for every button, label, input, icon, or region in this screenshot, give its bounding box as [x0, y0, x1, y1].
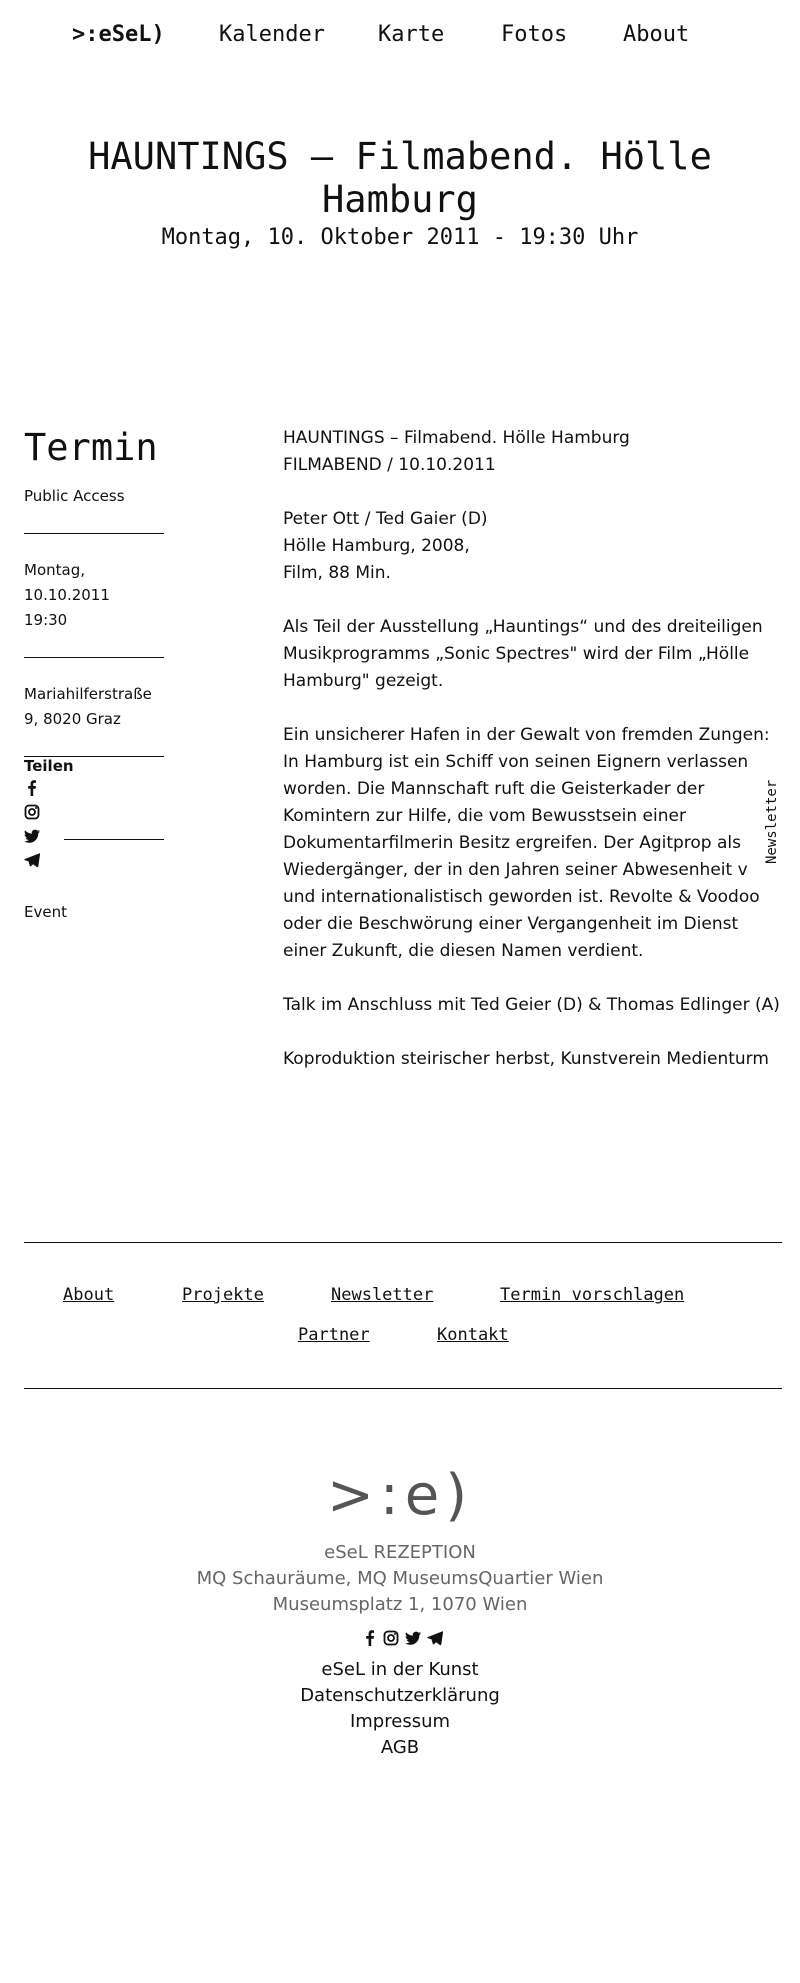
event-date-time: 19:30	[24, 611, 68, 629]
twitter-icon[interactable]	[24, 828, 40, 844]
talk-paragraph: Talk im Anschluss mit Ted Geier (D) & Thomas Edlinger (A)	[283, 995, 780, 1015]
event-description	[283, 425, 783, 1100]
event-date-day: Montag, 10.10.2011	[24, 561, 110, 604]
footer-bottom-divider	[24, 1388, 782, 1389]
share-divider	[64, 839, 164, 840]
share-icons	[24, 780, 54, 876]
nav-item-about[interactable]: About	[623, 22, 690, 47]
sidebar-divider	[24, 657, 164, 658]
coproduction-paragraph: Koproduktion steirischer herbst, Kunstverein Medienturm	[283, 1049, 769, 1069]
film-length: Film, 88 Min.	[283, 563, 391, 583]
footer-link-agb[interactable]: AGB	[380, 1737, 420, 1758]
facebook-icon[interactable]	[24, 780, 40, 796]
facebook-icon[interactable]	[362, 1630, 378, 1646]
footer-link-esel-in-der-kunst[interactable]: eSeL in der Kunst	[321, 1659, 479, 1680]
nav-item-karte[interactable]: Karte	[378, 22, 445, 47]
footer-social-icons	[362, 1630, 442, 1648]
footer-logo: >:e)	[326, 1463, 474, 1528]
footer-link-kontakt[interactable]: Kontakt	[437, 1325, 509, 1345]
access-label: Public Access	[24, 487, 125, 505]
footer-link-partner[interactable]: Partner	[298, 1325, 370, 1345]
footer-link-termin-vorschlagen[interactable]: Termin vorschlagen	[500, 1285, 685, 1305]
footer-org-name: eSeL REZEPTION	[324, 1542, 476, 1563]
sidebar-title: Termin	[24, 426, 158, 469]
event-address[interactable]	[24, 682, 164, 732]
film-title-year: Hölle Hamburg, 2008,	[283, 536, 470, 556]
instagram-icon[interactable]	[24, 804, 40, 820]
event-heading-type: FILMABEND / 10.10.2011	[283, 455, 496, 475]
footer-link-projekte[interactable]: Projekte	[182, 1285, 264, 1305]
page-title: HAUNTINGS – Filmabend. Hölle Hamburg	[88, 135, 712, 221]
film-directors: Peter Ott / Ted Gaier (D)	[283, 509, 488, 529]
footer-top-divider	[24, 1242, 782, 1243]
sidebar-divider	[24, 533, 164, 534]
synopsis-paragraph: Ein unsicherer Hafen in der Gewalt von fremden Zungen: In Hamburg ist ein Schiff von seinen Eignern verlassen worden. Die Mannschaft ruft die Geisterkader der Komintern zur Hilfe, die vom Bewusstsein einer Dokumentarfilmerin Besitz ergreifen. Der Agitprop als Wiedergänger, der in den Jahren seiner Abwesenheit v und internationalistisch geworden ist. Revolte & Voodoo oder die Beschwörung einer Vergangenheit im Dienst einer Zukunft, die diesen Namen verdient.	[283, 725, 770, 961]
footer-link-datenschutz[interactable]: Datenschutzerklärung	[300, 1685, 500, 1706]
address-city: 9, 8020 Graz	[24, 710, 121, 728]
event-sidebar	[24, 420, 164, 757]
nav-item-fotos[interactable]: Fotos	[501, 22, 568, 47]
event-date	[24, 558, 164, 633]
footer-street: Museumsplatz 1, 1070 Wien	[272, 1594, 528, 1615]
footer-link-about[interactable]: About	[63, 1285, 115, 1305]
footer-link-impressum[interactable]: Impressum	[349, 1711, 451, 1732]
nav-item-kalender[interactable]: Kalender	[219, 22, 325, 47]
brand-logo-link[interactable]: >:eSeL)	[72, 22, 165, 47]
share-label: Teilen	[24, 757, 74, 775]
telegram-icon[interactable]	[24, 852, 40, 868]
twitter-icon[interactable]	[405, 1630, 421, 1646]
newsletter-side-tab-label: Newsletter	[764, 779, 780, 864]
intro-paragraph: Als Teil der Ausstellung „Hauntings“ und des dreiteiligen Musikprogramms „Sonic Spectres" wird der Film „Hölle Hamburg" gezeigt.	[283, 617, 763, 691]
event-heading-title: HAUNTINGS – Filmabend. Hölle Hamburg	[283, 428, 630, 448]
event-category: Event	[24, 903, 67, 921]
footer-links	[0, 1657, 800, 1761]
footer-venue: MQ Schauräume, MQ MuseumsQuartier Wien	[196, 1568, 604, 1589]
newsletter-side-tab[interactable]	[764, 696, 780, 864]
footer-link-newsletter[interactable]: Newsletter	[331, 1285, 434, 1305]
address-street: Mariahilferstraße	[24, 685, 152, 703]
instagram-icon[interactable]	[383, 1630, 399, 1646]
film-credits	[283, 506, 783, 587]
page-date: Montag, 10. Oktober 2011 - 19:30 Uhr	[161, 225, 639, 250]
top-nav	[0, 22, 800, 52]
telegram-icon[interactable]	[427, 1630, 443, 1646]
event-heading	[283, 425, 783, 479]
